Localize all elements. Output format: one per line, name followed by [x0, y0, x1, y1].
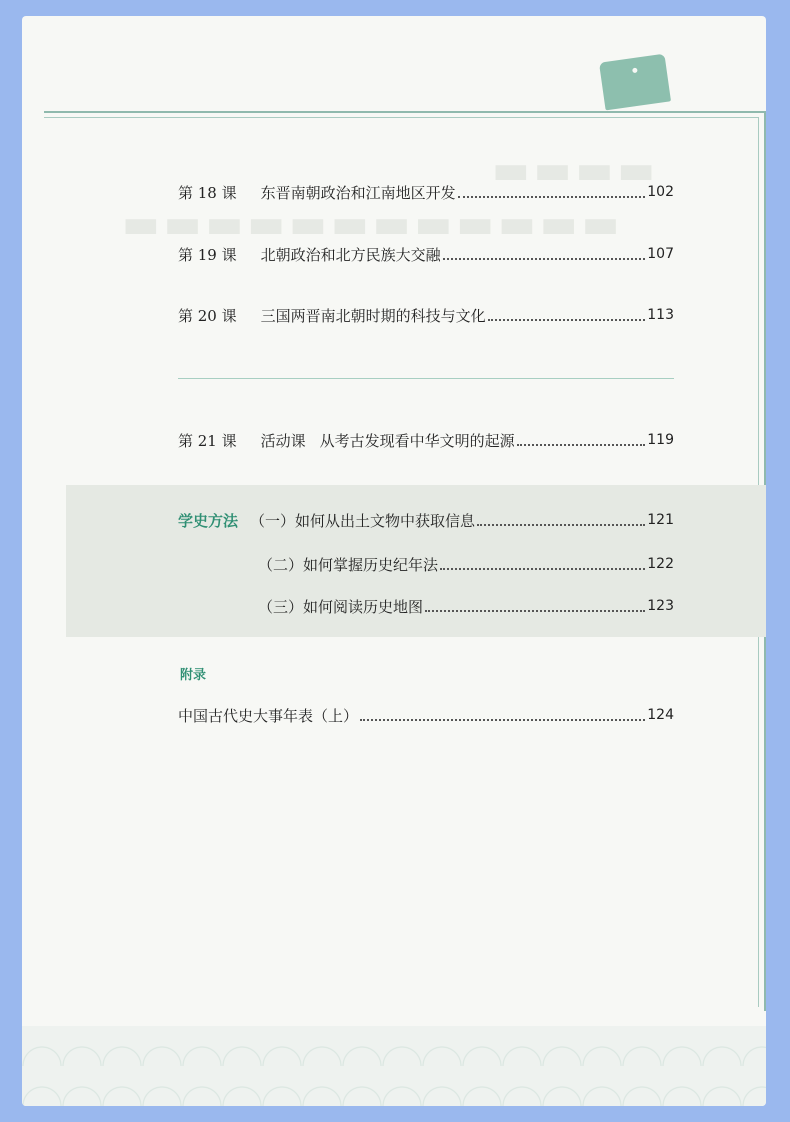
leader-dots	[440, 567, 645, 570]
leader-dots	[425, 609, 645, 612]
toc-entry-lesson-18[interactable]	[178, 180, 674, 204]
page-number: 123	[647, 598, 674, 614]
leader-dots	[360, 718, 645, 721]
leader-dots	[517, 443, 646, 446]
activity-label: 活动课	[260, 431, 306, 450]
lesson-number: 第 19 课	[178, 245, 237, 264]
page-number: 121	[647, 512, 674, 528]
page-number: 119	[647, 432, 674, 448]
leader-dots	[488, 318, 646, 321]
tab-hole	[632, 68, 638, 74]
methods-label: 学史方法	[178, 511, 239, 530]
toc-entry-method-3[interactable]	[258, 594, 674, 618]
lesson-number: 第 20 课	[178, 306, 237, 325]
lesson-title: 三国两晋南北朝时期的科技与文化	[260, 306, 486, 325]
toc-entry-method-2[interactable]	[258, 552, 674, 576]
ghost-background-pattern: ▬▬▬▬	[492, 146, 660, 193]
toc-entry-method-1[interactable]	[178, 508, 674, 532]
method-title: （一）如何从出土文物中获取信息	[250, 511, 476, 530]
lesson-title: 从考古发现看中华文明的起源	[319, 431, 515, 450]
lesson-title: 北朝政治和北方民族大交融	[260, 245, 441, 264]
toc-entry-lesson-21[interactable]	[178, 428, 674, 452]
page-tab-decoration	[599, 54, 671, 111]
toc-page	[22, 16, 766, 1106]
wave-pattern-footer	[22, 1026, 766, 1106]
toc-entry-lesson-20[interactable]	[178, 303, 674, 327]
leader-dots	[443, 257, 646, 260]
lesson-number: 第 21 课	[178, 431, 237, 450]
toc-entry-appendix-1[interactable]	[178, 703, 674, 727]
page-number: 124	[647, 707, 674, 723]
section-divider	[178, 378, 674, 379]
leader-dots	[477, 523, 645, 526]
method-title: （三）如何阅读历史地图	[258, 597, 424, 616]
toc-entry-lesson-19[interactable]	[178, 242, 674, 266]
page-number: 102	[647, 184, 674, 200]
method-title: （二）如何掌握历史纪年法	[258, 555, 439, 574]
frame-top-line	[44, 111, 764, 113]
lesson-number: 第 18 课	[178, 183, 237, 202]
ghost-background-pattern-2: ▬▬▬▬▬▬▬▬▬▬▬▬	[122, 200, 624, 247]
leader-dots	[458, 195, 646, 198]
page-number: 107	[647, 246, 674, 262]
page-number: 122	[647, 556, 674, 572]
appendix-label: 附录	[180, 668, 207, 683]
appendix-title: 中国古代史大事年表（上）	[178, 706, 359, 725]
frame-top-inner-line	[44, 117, 758, 118]
lesson-title: 东晋南朝政治和江南地区开发	[260, 183, 456, 202]
page-number: 113	[647, 307, 674, 323]
